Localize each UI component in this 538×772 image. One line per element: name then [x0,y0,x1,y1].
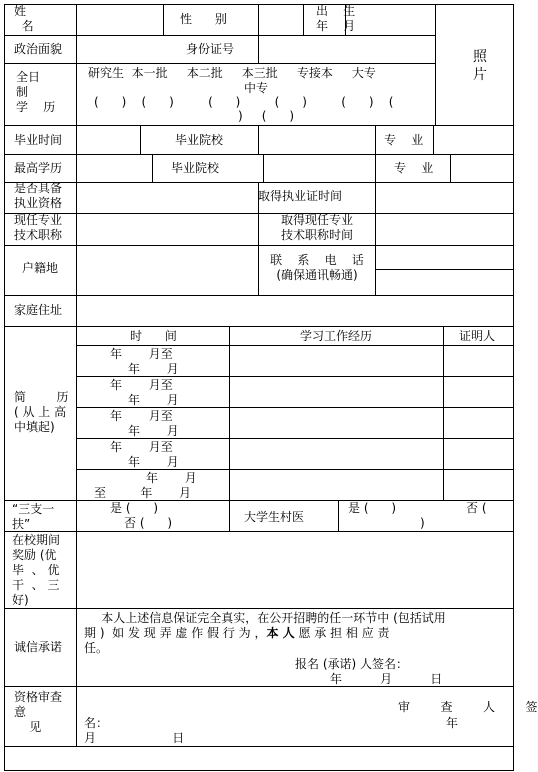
village-doctor-no-close: ) [420,516,425,530]
village-doctor-no[interactable]: 否 ( [466,501,487,515]
grid-line [450,154,451,183]
birth-label: 出 生 年 月 [316,4,356,33]
sanzhiyifu-yes[interactable]: 是 ( ) [110,501,159,515]
grid-line [229,326,230,501]
grid-line [152,154,153,183]
grid-line [433,125,434,155]
grid-line [4,531,514,532]
grid-line [258,4,259,64]
review-signature-label: 审 查 人 签 [398,700,538,714]
resume-row-1-end: 年 月 [128,362,179,376]
grid-line [4,213,514,214]
hukou-label: 户籍地 [22,261,59,275]
resume-row-5-end: 至 年 月 [94,486,192,500]
grid-line [375,245,376,296]
grid-line [513,4,514,771]
resume-experience-header: 学习工作经历 [300,329,373,343]
grid-line [4,295,514,296]
photo-label: 照 片 [473,49,487,83]
grid-line [4,125,514,126]
resume-witness-header: 证明人 [459,329,496,343]
grid-line [263,154,264,183]
grad-school-label-2: 毕业院校 [171,161,220,175]
major-label: 专 业 [384,133,424,147]
grid-line [4,500,514,501]
practice-cert-time-label: 取得执业证时间 [258,189,343,203]
grid-line [435,4,436,126]
integrity-text-line2-c: 愿 承 担 相 应 责 [294,626,390,640]
grid-line [4,182,514,183]
integrity-text-line2 [84,626,390,641]
edu-choice-parens[interactable]: ( ) ( ) ( ) ( ) ( ) ( [94,95,394,109]
home-address-label: 家庭住址 [14,303,63,317]
grid-line [76,345,514,346]
edu-options-line1: 研究生 本一批 本二批 本三批 专接本 大专 [88,66,376,80]
integrity-text-line1: 本人上述信息保证完全真实，在公开招聘的任一环节中 (包括试用 [86,611,446,625]
grid-line [375,154,376,183]
id-number-label: 身份证号 [186,42,235,56]
grid-line [375,125,376,155]
sanzhiyifu-no[interactable]: 否 ( ) [124,516,173,530]
resume-row-4-start: 年 月至 [110,440,173,454]
integrity-date: 年 月 日 [330,672,443,686]
review-year: 年 [446,716,459,730]
fulltime-edu-label: 全日 制 学 历 [16,70,56,114]
grid-line [4,4,5,771]
grid-line [4,4,514,5]
major-label-2: 专 业 [394,161,434,175]
grid-line [375,269,514,270]
current-title-time-label: 取得现任专业 技术职称时间 [280,213,353,242]
integrity-text-line2-bold: 本 人 [266,626,295,640]
integrity-text-line3: 任。 [84,641,109,655]
current-title-label: 现任专业 技术职称 [14,213,63,242]
grid-line [4,245,514,246]
grid-line [303,4,304,36]
review-label: 资格审查 意 见 [14,690,63,734]
grid-line [375,182,376,246]
grid-line [4,746,514,747]
political-label: 政治面貌 [14,42,63,56]
contact-phone-label: 联 系 电 话 (确保通讯畅通) [270,253,364,282]
review-date: 月 日 [84,731,185,745]
grid-line [4,154,514,155]
grid-line [258,245,259,296]
grad-school-label: 毕业院校 [175,133,224,147]
grid-line [338,500,339,532]
edu-options-line2: 中专 [244,81,269,95]
practice-qualification-label: 是否具备 执业资格 [14,181,63,210]
grid-line [140,125,141,155]
edu-choice-parens-2[interactable]: ) ( ) [238,109,295,123]
resume-row-4-end: 年 月 [128,455,179,469]
grid-line [258,125,259,155]
resume-row-1-start: 年 月至 [110,347,173,361]
review-signature-name: 名： [84,716,109,730]
name-label: 姓 名 [14,4,34,33]
resume-row-3-start: 年 月至 [110,409,173,423]
grid-line [76,4,77,747]
highest-edu-label: 最高学历 [14,161,63,175]
resume-row-3-end: 年 月 [128,424,179,438]
grad-time-label: 毕业时间 [14,133,63,147]
resume-time-header: 时 间 [130,329,177,343]
resume-row-5-start: 年 月 [146,471,197,485]
gender-label: 性 别 [180,12,227,26]
grid-line [163,4,164,36]
integrity-text-line2-a: 期 ) 如 发 现 弄 虚 作 假 行 为 ， [84,626,267,640]
grid-line [229,500,230,532]
resume-row-2-end: 年 月 [128,393,179,407]
grid-line [443,326,444,501]
grid-line [4,63,436,64]
grid-line [4,326,514,327]
village-doctor-label: 大学生村医 [244,510,305,524]
grid-line [4,35,436,36]
grid-line [4,608,514,609]
resume-row-2-start: 年 月至 [110,378,173,392]
integrity-signature-label: 报名 (承诺) 人签名： [295,657,408,671]
integrity-label: 诚信承诺 [14,640,63,654]
sanzhiyifu-label: “三支一 扶” [12,502,55,531]
resume-label: 简 历 ( 从 上 高 中填起) [14,390,69,434]
grid-line [4,770,514,771]
awards-label: 在校期间 奖励 (优 毕 、 优 干 、 三 好) [12,533,61,607]
village-doctor-yes[interactable]: 是 ( ) [348,501,397,515]
